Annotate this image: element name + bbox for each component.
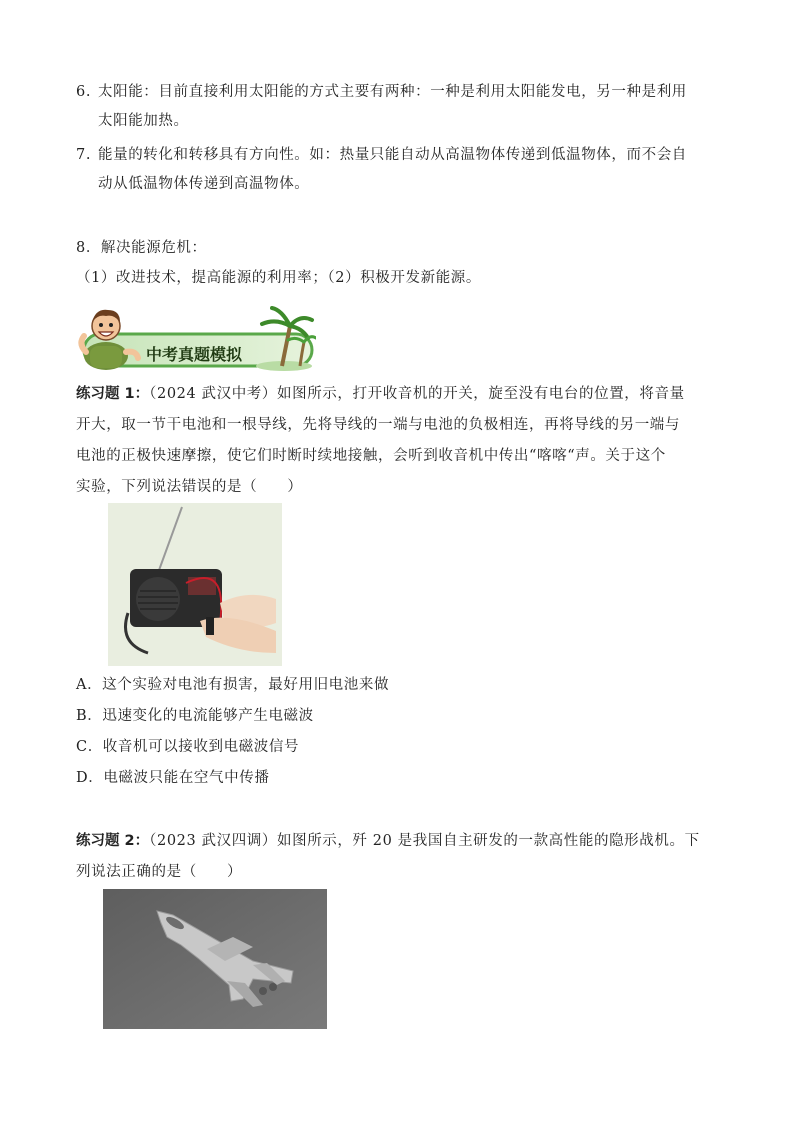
item-6-line1 xyxy=(76,82,687,102)
item-8-title: 8．解决能源危机： xyxy=(76,240,207,256)
item-7-number: 7. xyxy=(76,147,92,163)
item-8-body: （1）改进技术，提高能源的利用率；（2）积极开发新能源。 xyxy=(76,270,481,286)
q2-line2: 列说法正确的是（ ） xyxy=(76,864,243,880)
item-7-line2: 动从低温物体传递到高温物体。 xyxy=(98,176,310,192)
q1-line3: 电池的正极快速摩擦，使它们时断时续地接触，会听到收音机中传出“喀喀“声。关于这个 xyxy=(76,448,666,464)
stealth-fighter-photo xyxy=(103,889,327,1029)
item-6-line2: 太阳能加热。 xyxy=(98,113,189,129)
q1-option-c: C．收音机可以接收到电磁波信号 xyxy=(76,739,300,755)
banner-title: 中考真题模拟 xyxy=(146,345,243,364)
item-6-text: 太阳能：目前直接利用太阳能的方式主要有两种：一种是利用太阳能发电，另一种是利用 xyxy=(98,84,687,100)
radio-photo-icon xyxy=(108,503,282,666)
section-banner xyxy=(76,300,316,372)
item-7-line1 xyxy=(76,145,687,165)
item-7-text: 能量的转化和转移具有方向性。如：热量只能自动从高温物体传递到低温物体，而不会自 xyxy=(98,147,687,163)
q1-label: 练习题 1： xyxy=(76,386,150,402)
q2-label: 练习题 2： xyxy=(76,833,150,849)
jet-photo-icon xyxy=(103,889,327,1029)
radio-battery-photo xyxy=(108,503,282,666)
q1-option-d: D．电磁波只能在空气中传播 xyxy=(76,770,270,786)
item-6-number: 6. xyxy=(76,84,92,100)
q1-line2: 开大，取一节干电池和一根导线，先将导线的一端与电池的负极相连，再将导线的另一端与 xyxy=(76,417,680,433)
q1-option-b: B．迅速变化的电流能够产生电磁波 xyxy=(76,708,314,724)
q1-line4: 实验，下列说法错误的是（ ） xyxy=(76,479,303,495)
q1-option-a: A．这个实验对电池有损害，最好用旧电池来做 xyxy=(76,677,390,693)
q2-line1 xyxy=(76,831,700,851)
q2-text-1: （2023 武汉四调）如图所示，歼 20 是我国自主研发的一款高性能的隐形战机。下 xyxy=(149,833,700,849)
q1-text-1: （2024 武汉中考）如图所示，打开收音机的开关，旋至没有电台的位置，将音量 xyxy=(149,386,685,402)
q1-line1 xyxy=(76,384,685,404)
